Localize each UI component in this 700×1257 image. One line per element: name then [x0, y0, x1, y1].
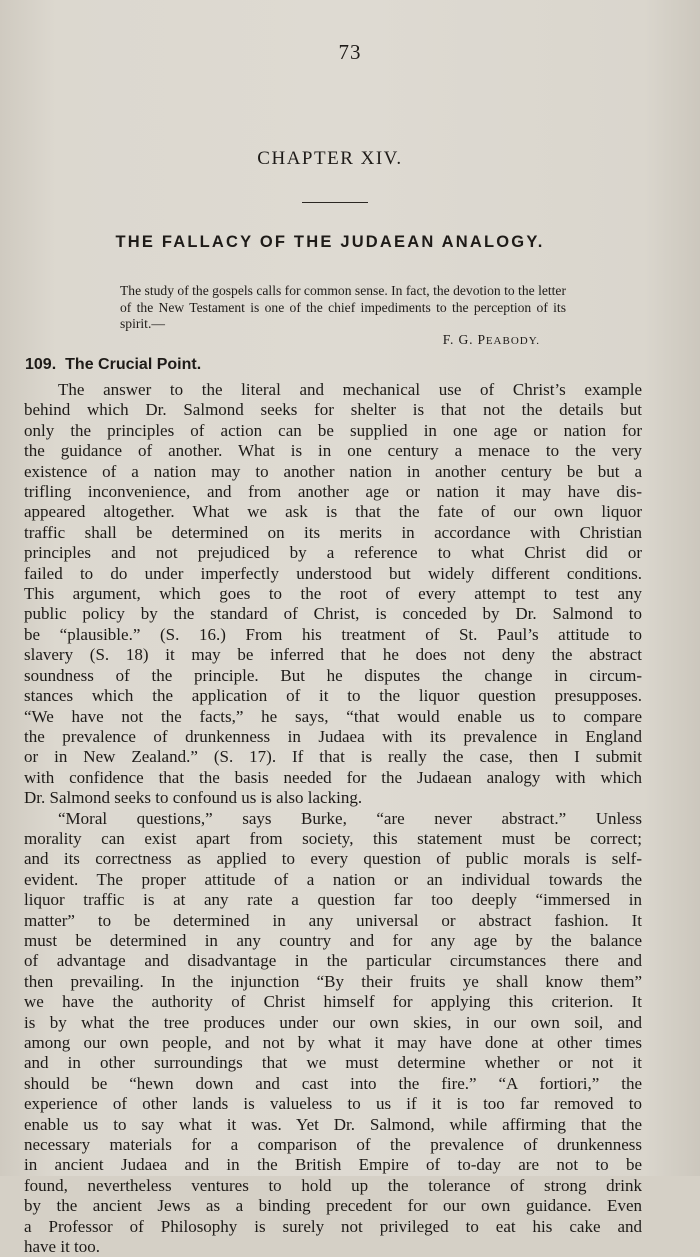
section-title: The Crucial Point. [65, 356, 202, 373]
text-line: the guidance of another. What is in one century a menace to the very [24, 441, 642, 461]
text-line: be “plausible.” (S. 16.) From his treatment of St. Paul’s attitude to [24, 624, 642, 644]
text-line: is by what the tree produces under our own skies, in our own soil, and [24, 1012, 642, 1032]
epigraph-author-surname: EABODY. [485, 335, 540, 347]
text-line: The answer to the literal and mechanical use of Christ’s example [58, 380, 642, 399]
text-line: found, nevertheless ventures to hold up the tolerance of strong drink [24, 1175, 642, 1195]
page-number: 73 [338, 40, 362, 64]
text-line: a Professor of Philosophy is surely not privileged to eat his cake and [24, 1216, 642, 1236]
text-line: trifling inconvenience, and from another age or nation it may have dis- [24, 482, 642, 502]
text-line: enable us to say what it was. Yet Dr. Salmond, while affirming that the [24, 1114, 642, 1134]
section-heading [25, 356, 201, 374]
text-line: in ancient Judaea and in the British Empire of to-day are not to be [24, 1155, 642, 1175]
text-line: “Moral questions,” says Burke, “are never abstract.” Unless [58, 808, 642, 828]
text-line: the prevalence of drunkenness in Judaea with its prevalence in England [24, 726, 642, 746]
text-line: evident. The proper attitude of a nation or an individual towards the [24, 869, 642, 889]
text-line: principles and not prejudiced by a reference to what Christ did or [24, 543, 642, 563]
text-line: stances which the application of it to the liquor question presupposes. [24, 686, 642, 706]
text-line: should be “hewn down and cast into the fire.” “A fortiori,” the [24, 1073, 642, 1093]
text-line: This argument, which goes to the root of every attempt to test any [24, 584, 642, 604]
text-line: “We have not the facts,” he says, “that would enable us to compare [24, 706, 642, 726]
epigraph-quote: The study of the gospels calls for common sense. In fact, the devotion to the letter of the New Testament is one of the chief impediments to the perception of its spirit.— [120, 283, 566, 331]
text-line: only the principles of action can be supplied in one age or nation for [24, 420, 642, 440]
text-line: and its correctness as applied to every question of public morals is self- [24, 849, 642, 869]
section-number: 109. [25, 356, 57, 373]
body-text [24, 380, 642, 1257]
epigraph-author-initials: F. G. P [442, 332, 486, 347]
text-line: soundness of the principle. But he disputes the change in circum- [24, 665, 642, 685]
text-line: failed to do under imperfectly understood but widely different conditions. [24, 563, 642, 583]
text-line: we have the authority of Christ himself for applying this criterion. It [24, 992, 642, 1012]
text-line: existence of a nation may to another nation in another century be but a [24, 461, 642, 481]
text-line: have it too. [24, 1237, 101, 1257]
text-line: or in New Zealand.” (S. 17). If that is really the case, then I submit [24, 747, 642, 767]
chapter-title: THE FALLACY OF THE JUDAEAN ANALOGY. [115, 233, 545, 251]
text-line: among our own people, and not by what it may have done at other times [24, 1033, 642, 1052]
text-line: traffic shall be determined on its merits in accordance with Christian [24, 522, 642, 542]
chapter-heading: CHAPTER XIV. [257, 148, 403, 169]
text-line: and in other surroundings that we must determine whether or not it [24, 1053, 642, 1073]
text-line: slavery (S. 18) it may be inferred that he does not deny the abstract [24, 645, 642, 665]
text-line: then prevailing. In the injunction “By their fruits ye shall know them” [24, 971, 642, 991]
text-line: of advantage and disadvantage in the particular circumstances there and [24, 951, 642, 971]
text-line: by the ancient Jews as a binding precedent for our own guidance. Even [24, 1196, 642, 1216]
text-line: experience of other lands is valueless to us if it is too far removed to [24, 1094, 642, 1114]
text-line: liquor traffic is at any rate a question far too deeply “immersed in [24, 890, 642, 910]
text-line: behind which Dr. Salmond seeks for shelter is that not the details but [24, 400, 642, 420]
text-line: matter” to be determined in any universal or abstract fashion. It [24, 910, 642, 930]
epigraph-author [0, 332, 540, 348]
text-line: Dr. Salmond seeks to confound us is also lacking. [24, 788, 363, 808]
text-line: must be determined in any country and for any age by the balance [24, 930, 642, 950]
text-line: with confidence that the basis needed for the Judaean analogy with which [24, 767, 642, 787]
text-line: appeared altogether. What we ask is that the fate of our own liquor [24, 502, 642, 522]
text-line: public policy by the standard of Christ, is conceded by Dr. Salmond to [24, 604, 642, 624]
text-line: morality can exist apart from society, this statement must be correct; [24, 828, 642, 848]
heading-divider [302, 202, 368, 203]
text-line: necessary materials for a comparison of the prevalence of drunkenness [24, 1135, 642, 1155]
